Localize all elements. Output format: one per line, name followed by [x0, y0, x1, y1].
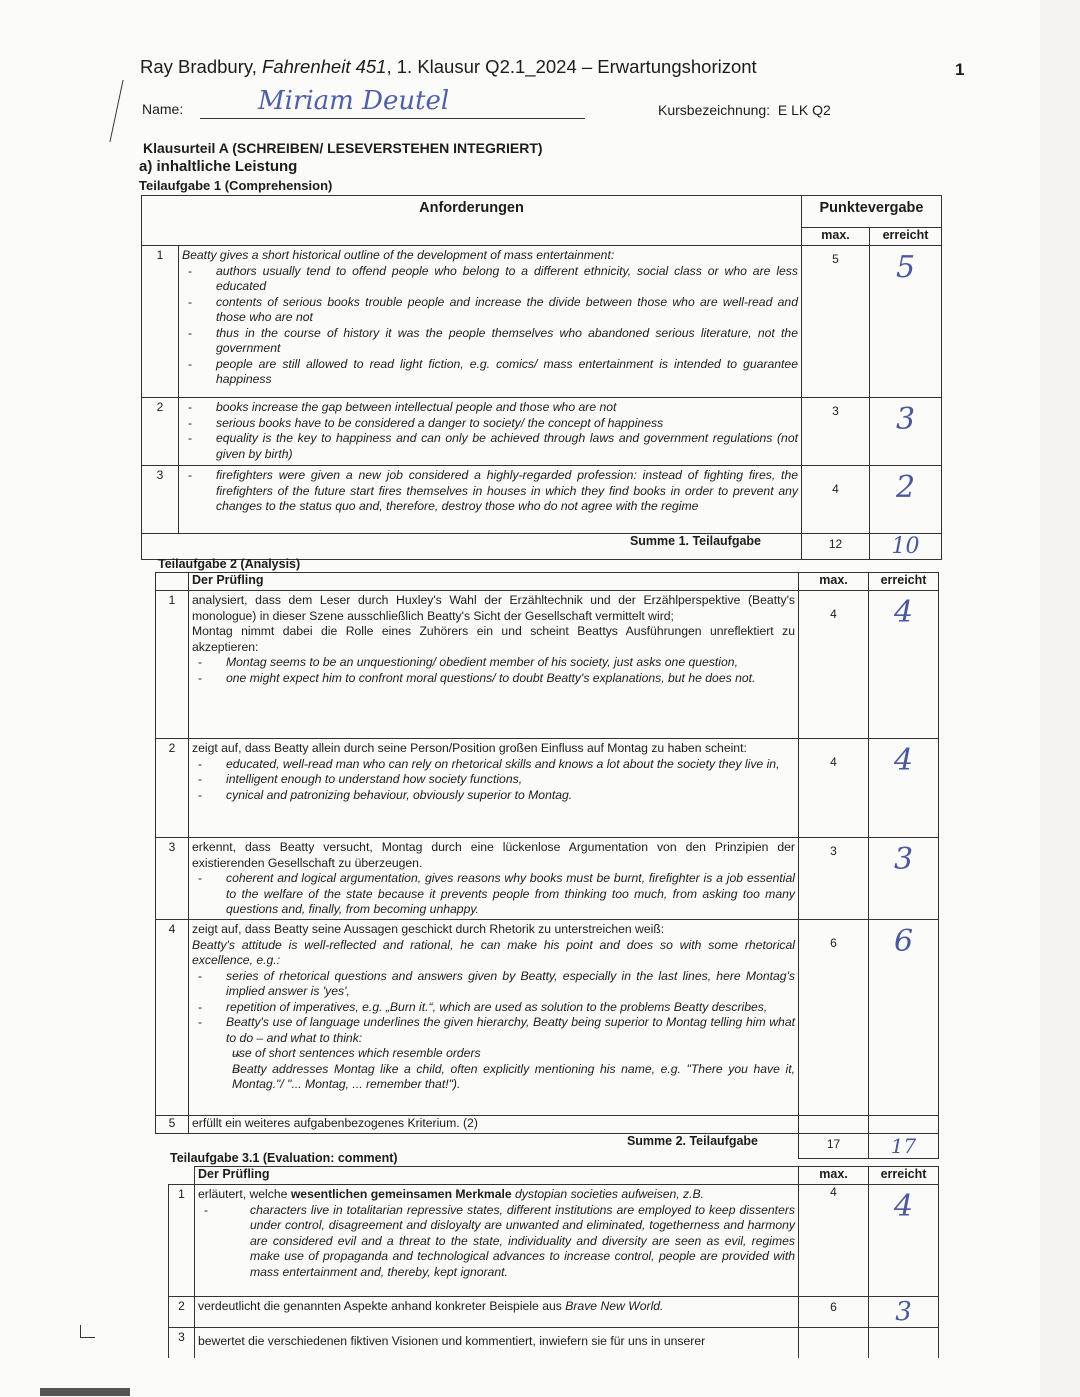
sum-achieved: 17 — [869, 1133, 939, 1158]
achieved-points: 4 — [869, 739, 939, 838]
task1-table — [141, 195, 942, 560]
corner-mark — [80, 1325, 95, 1338]
achieved-points: 3 — [869, 1297, 939, 1328]
task1-title: Teilaufgabe 1 (Comprehension) — [139, 178, 333, 193]
table-row: 1 analysiert, dass dem Leser durch Huxley's Wahl der Erzähltechnik und der Erzählperspektive (Beatty's monologue) in dieser Szene ausschließlich Beatty's Sicht der Gesellschaft vermittelt wird; Montag nimmt dabei die Rolle eines Zuhörers ein und scheint Beattys Ausführungen unreflektiert zu akzeptieren: - Montag seems to be an unquestioning/ obedient member of his society, just asks one question, - one might expect him to confront moral questions/ to doubt Beatty's explanations, but he does not. 4 4 — [156, 591, 939, 739]
max-header: max. — [799, 573, 869, 591]
max-points: 6 — [799, 1297, 869, 1328]
achieved-points: 5 — [870, 246, 942, 398]
table-row: 2 - books increase the gap between intellectual people and those who are not - serious books have to be considered a danger to society/ the concept of happiness - equality is the key to happiness and can only be achieved through laws and government regulations (not given by birth) 3 3 — [142, 398, 942, 466]
achieved-header: erreicht — [870, 228, 942, 246]
max-points: 3 — [799, 838, 869, 920]
list-item: - Beatty's use of language underlines the given hierarchy, Beatty being superior to Montag telling him what to do – and what to think: — [192, 1015, 795, 1046]
max-points: 6 — [799, 920, 869, 1116]
sum-max: 12 — [802, 534, 870, 560]
max-points: 3 — [802, 398, 870, 466]
task31-title: Teilaufgabe 3.1 (Evaluation: comment) — [170, 1151, 398, 1165]
table-row: 5 erfüllt ein weiteres aufgabenbezogenes Kriterium. (2) — [156, 1116, 939, 1134]
max-header: max. — [799, 1167, 869, 1185]
list-item: - coherent and logical argumentation, gives reasons why books must be burnt, firefighter is a job essential to the welfare of the state because it prevents people from thinking too much, from asking too many questions and, finally, from becoming unhappy. — [192, 871, 795, 918]
part-title: Klausurteil A (SCHREIBEN/ LESEVERSTEHEN INTEGRIERT) — [143, 140, 543, 156]
points-header: Punktevergabe — [802, 196, 942, 228]
table-row: 3 bewertet die verschiedenen fiktiven Visionen und kommentiert, inwiefern sie für uns in unserer — [169, 1328, 939, 1358]
handwritten-name: Miriam Deutel — [258, 86, 450, 116]
list-item: - repetition of imperatives, e.g. „Burn it.“, which are used as solution to the problems Beatty describes, — [192, 1000, 795, 1016]
task2-title: Teilaufgabe 2 (Analysis) — [158, 557, 301, 571]
achieved-points: 6 — [869, 920, 939, 1116]
sum-max: 17 — [799, 1133, 869, 1158]
table-row: 3 erkennt, dass Beatty versucht, Montag durch eine lückenlose Argumentation von den Prinzipien der existierenden Gesellschaft zu überzeugen. - coherent and logical argumentation, gives reasons why books must be burnt, firefighter is a job essential to the welfare of the state because it prevents people from thinking too much, from asking too many questions and, finally, from becoming unhappy. 3 3 — [156, 838, 939, 920]
table-row: 3 - firefighters were given a new job considered a highly-regarded profession: instead of fighting fires, the firefighters of the future start fires themselves in houses in which they find books in order to prevent any changes to the status quo and, therefore, destroy those who do not agree with the regime 4 2 — [142, 466, 942, 534]
list-item: - Montag seems to be an unquestioning/ obedient member of his society, just asks one question, — [192, 655, 795, 671]
table-row: 4 zeigt auf, dass Beatty seine Aussagen geschickt durch Rhetorik zu unterstreichen weiß: Beatty's attitude is well-reflected and rational, he can make his point and does so with some rhetorical excellence, e.g.: - series of rhetorical questions and answers given by Beatty, especially in the last lines, here Montag's implied answer is 'yes', - repetition of imperatives, e.g. „Burn it.“, which are used as solution to the problems Beatty describes, - Beatty's use of language underlines the given hierarchy, Beatty being superior to Montag telling him what to do – and what to think: → use of short sentences which resemble orders → Beatty addresses Montag like a child, often explicitly mentioning his name, e.g. "There you have it, Montag."/ "... Montag, ... remember that!"). 6 6 — [156, 920, 939, 1116]
max-points: 4 — [799, 739, 869, 838]
achieved-points: 4 — [869, 1185, 939, 1297]
list-item: - characters live in totalitarian repressive states, different institutions are employed to keep dissenters under control, disagreement and disloyalty are unwanted and eliminated, togetherness and harmony are considered evil and a threat to the state, individuality and diversity are seen as evil, regimes make use of propaganda and technological advances to increase control, people are provided with mass entertainment and, thereby, kept ignorant. — [198, 1203, 795, 1281]
table-row: 1 erläutert, welche wesentlichen gemeinsamen Merkmale dystopian societies aufweisen, z.B. - characters live in totalitarian repressive states, different institutions are employed to keep dissenters under control, disagreement and disloyalty are unwanted and eliminated, togetherness and harmony are considered evil and a threat to the state, individuality and diversity are seen as evil, regimes make use of propaganda and technological advances to increase control, people are provided with mass entertainment and, thereby, kept ignorant. 4 4 — [169, 1185, 939, 1297]
list-item: - books increase the gap between intellectual people and those who are not — [182, 400, 798, 416]
list-item: → Beatty addresses Montag like a child, often explicitly mentioning his name, e.g. "There you have it, Montag."/ "... Montag, ... remember that!"). — [192, 1062, 795, 1093]
table-row: 1 Beatty gives a short historical outline of the development of mass entertainment: - authors usually tend to offend people who belong to a different ethnicity, social class or who are less educated - contents of serious books trouble people and increase the divide between those who are well-read and those who are not - thus in the course of history it was the people themselves who abandoned serious literature, not the government - people are still allowed to read light fiction, e.g. comics/ mass entertainment is intended to guarantee happiness 5 5 — [142, 246, 942, 398]
list-item: → use of short sentences which resemble orders — [192, 1046, 795, 1062]
sum-achieved: 10 — [870, 534, 942, 560]
list-item: - cynical and patronizing behaviour, obviously superior to Montag. — [192, 788, 795, 804]
page-number: 1 — [955, 60, 965, 79]
achieved-points: 2 — [870, 466, 942, 534]
list-item: - intelligent enough to understand how society functions, — [192, 772, 795, 788]
achieved-header: erreicht — [869, 1167, 939, 1185]
max-header: max. — [802, 228, 870, 246]
list-item: - people are still allowed to read light fiction, e.g. comics/ mass entertainment is intended to guarantee happiness — [182, 357, 798, 388]
list-item: - one might expect him to confront moral questions/ to doubt Beatty's explanations, but he does not. — [192, 671, 795, 687]
max-points: 5 — [802, 246, 870, 398]
list-item: - educated, well-read man who can rely on rhetorical skills and knows a lot about the society they live in, — [192, 757, 795, 773]
content-performance-heading: a) inhaltliche Leistung — [139, 158, 298, 175]
document-title: Ray Bradbury, Fahrenheit 451, 1. Klausur Q2.1_2024 – Erwartungshorizont — [140, 56, 757, 77]
list-item: - serious books have to be considered a danger to society/ the concept of happiness — [182, 416, 798, 432]
max-points: 4 — [799, 1185, 869, 1297]
list-item: - thus in the course of history it was the people themselves who abandoned serious literature, not the government — [182, 326, 798, 357]
achieved-points: 4 — [869, 591, 939, 739]
achieved-header: erreicht — [869, 573, 939, 591]
table-row: 2 verdeutlicht die genannten Aspekte anhand konkreter Beispiele aus Brave New World. 6 3 — [169, 1297, 939, 1328]
list-item: - authors usually tend to offend people who belong to a different ethnicity, social class or who are less educated — [182, 264, 798, 295]
list-item: - equality is the key to happiness and can only be achieved through laws and government regulations (not given by birth) — [182, 431, 798, 462]
task31-table — [168, 1166, 939, 1358]
task2-table — [155, 572, 939, 1159]
list-item: - contents of serious books trouble people and increase the divide between those who are well-read and those who are not — [182, 295, 798, 326]
max-points: 4 — [799, 591, 869, 739]
achieved-points: 3 — [870, 398, 942, 466]
course-field: Kursbezeichnung: E LK Q2 — [658, 102, 831, 118]
requirements-header: Anforderungen — [142, 196, 802, 246]
list-item: - firefighters were given a new job considered a highly-regarded profession: instead of fighting fires, the firefighters of the future start fires themselves in houses in which they find books in order to prevent any changes to the status quo and, therefore, destroy those who do not agree with the regime — [182, 468, 798, 515]
sum-label: Summe 2. Teilaufgabe — [156, 1133, 799, 1158]
margin-pen-mark — [109, 80, 139, 142]
name-label: Name: — [142, 101, 184, 117]
sum-label: Summe 1. Teilaufgabe — [142, 534, 802, 560]
achieved-points: 3 — [869, 838, 939, 920]
list-item: - series of rhetorical questions and answers given by Beatty, especially in the last lines, here Montag's implied answer is 'yes', — [192, 969, 795, 1000]
max-points: 4 — [802, 466, 870, 534]
scan-edge — [40, 1388, 130, 1396]
table-row: 2 zeigt auf, dass Beatty allein durch seine Person/Position großen Einfluss auf Montag zu haben scheint: - educated, well-read man who can rely on rhetorical skills and knows a lot about the society they live in, - intelligent enough to understand how society functions, - cynical and patronizing behaviour, obviously superior to Montag. 4 4 — [156, 739, 939, 838]
sum-row — [142, 534, 942, 560]
name-line — [200, 118, 585, 119]
examinee-header: Der Prüfling — [189, 573, 799, 591]
examinee-header: Der Prüfling — [195, 1167, 799, 1185]
